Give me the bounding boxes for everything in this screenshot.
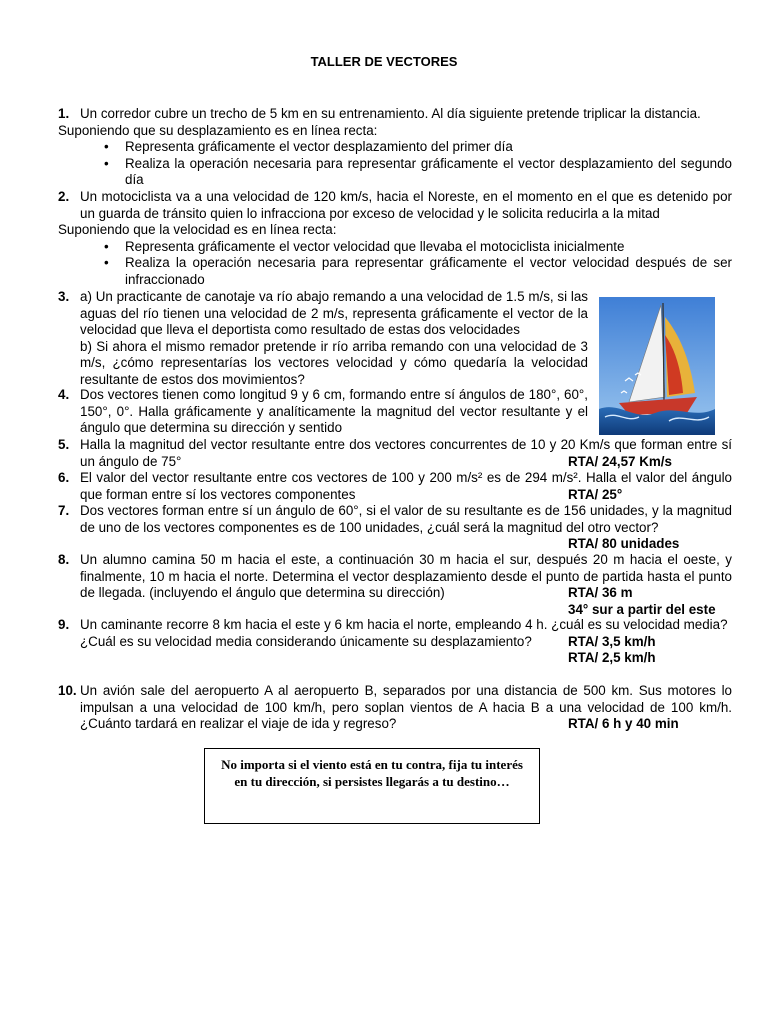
list-item: • Realiza la operación necesaria para representar gráficamente el vector desplazamiento del segundo día [104,155,732,187]
question-text-2: ¿Cuál es su velocidad media considerando únicamente su desplazamiento? [80,633,532,649]
question-continuation: Suponiendo que su desplazamiento es en línea recta: [58,122,378,138]
question-text-b: b) Si ahora el mismo remador pretende ir río arriba remando con una velocidad de 3 m/s, ¿cómo representarías los vectores velocidad y cómo quedaría la velocidad resultante de estos dos movimientos? [80,338,588,387]
question-text: Un motociclista va a una velocidad de 120 km/s, hacia el Noreste, en el momento en el que es detenido por un guarda de tránsito quien lo infracciona por exceso de velocidad y le solicita reducirla a la mitad [80,189,732,221]
question-text-a: a) Un practicante de canotaje va río abajo remando a una velocidad de 1.5 m/s, si las aguas del río tienen una velocidad de 2 m/s, representa gráficamente el vector de la velocidad que lleva el deportista como resultado de estas dos velocidades [80,289,588,337]
question-text: Un avión sale del aeropuerto A al aeropuerto B, separados por una distancia de 500 km. Sus motores lo impulsan a una velocidad de 100 km/h, pero soplan vientos de A hacia B a una velocidad de 100 km/h. ¿Cuánto tardará en realizar el viaje de ida y regreso? [80,683,732,731]
sailboat-image [599,297,715,435]
answer-label: RTA/ 25° [568,486,623,502]
answer-label: RTA/ 6 h y 40 min [568,716,679,731]
question-1 [58,106,732,189]
answer-label: RTA/ 24,57 Km/s [568,453,672,469]
answer-label: RTA/ 3,5 km/h [568,633,656,649]
question-6 [58,470,732,503]
question-text: Un caminante recorre 8 km hacia el este y 6 km hacia el norte, empleando 4 h. ¿cuál es su velocidad media? [80,617,728,632]
list-item: • Representa gráficamente el vector desplazamiento del primer día [104,139,513,154]
question-8 [58,552,732,617]
answer-label: RTA/ 80 unidades [568,536,680,551]
bullet-icon: • [104,255,109,270]
question-number: 4. [58,387,70,402]
question-text: Dos vectores tienen como longitud 9 y 6 cm, formando entre sí ángulos de 180°, 60°, 150°, 0°. Halla gráficamente y analíticamente la magnitud del vector resultante y el ángulo que determina su dirección y sentido [80,387,588,435]
bullet-icon: • [104,238,109,254]
page-title: TALLER DE VECTORES [310,54,458,69]
answer-label-2: RTA/ 2,5 km/h [568,650,656,665]
list-item: • Representa gráficamente el vector velocidad que llevaba el motociclista inicialmente [104,238,625,254]
question-number: 7. [58,503,70,518]
question-number: 10. [58,683,77,698]
question-2 [58,189,732,288]
question-9 [58,617,732,665]
question-text: Un alumno camina 50 m hacia el este, a continuación 30 m hacia el sur, después 20 m hacia el oeste, y finalmente, 10 m hacia el norte. Determina el vector desplazamiento desde el punto de partida hasta el punto de llegada. (incluyendo el ángulo que determina su dirección) [80,552,732,600]
bullet-icon: • [104,155,109,171]
question-text: Dos vectores forman entre sí un ángulo de 60°, si el valor de su resultante es de 156 unidades, y la magnitud de uno de los vectores componentes es de 100 unidades, ¿cuál será la magnitud del otro vector? [80,503,732,535]
bullet-list [58,239,732,289]
question-continuation: Suponiendo que la velocidad es en línea recta: [58,222,337,237]
answer-label-detail: 34° sur a partir del este [568,601,716,617]
question-number: 2. [58,189,70,204]
answer-label: RTA/ 36 m [568,585,633,600]
question-text: El valor del vector resultante entre cos vectores de 100 y 200 m/s² es de 294 m/s². Halla el valor del ángulo que forman entre sí los vectores componentes [80,470,732,502]
question-text: Halla la magnitud del vector resultante entre dos vectores concurrentes de 10 y 20 Km/s que forman entre sí un ángulo de 75° [80,437,732,469]
question-4 [58,387,588,437]
question-text: Un corredor cubre un trecho de 5 km en su entrenamiento. Al día siguiente pretende triplicar la distancia. [80,106,701,121]
question-5 [58,437,732,470]
question-3 [58,289,588,388]
question-number: 9. [58,617,70,632]
question-10 [58,683,732,733]
question-number: 1. [58,106,70,121]
bullet-icon: • [104,139,109,154]
question-number: 8. [58,552,70,567]
question-7 [58,503,732,551]
question-number: 3. [58,289,70,304]
question-number: 5. [58,437,70,452]
bullet-list [58,139,732,189]
question-number: 6. [58,470,70,485]
list-item: • Realiza la operación necesaria para representar gráficamente el vector velocidad después de ser infraccionado [104,255,732,287]
motivational-quote-box: No importa si el viento está en tu contra, fija tu interés en tu dirección, si persistes llegarás a tu destino… [204,748,540,824]
